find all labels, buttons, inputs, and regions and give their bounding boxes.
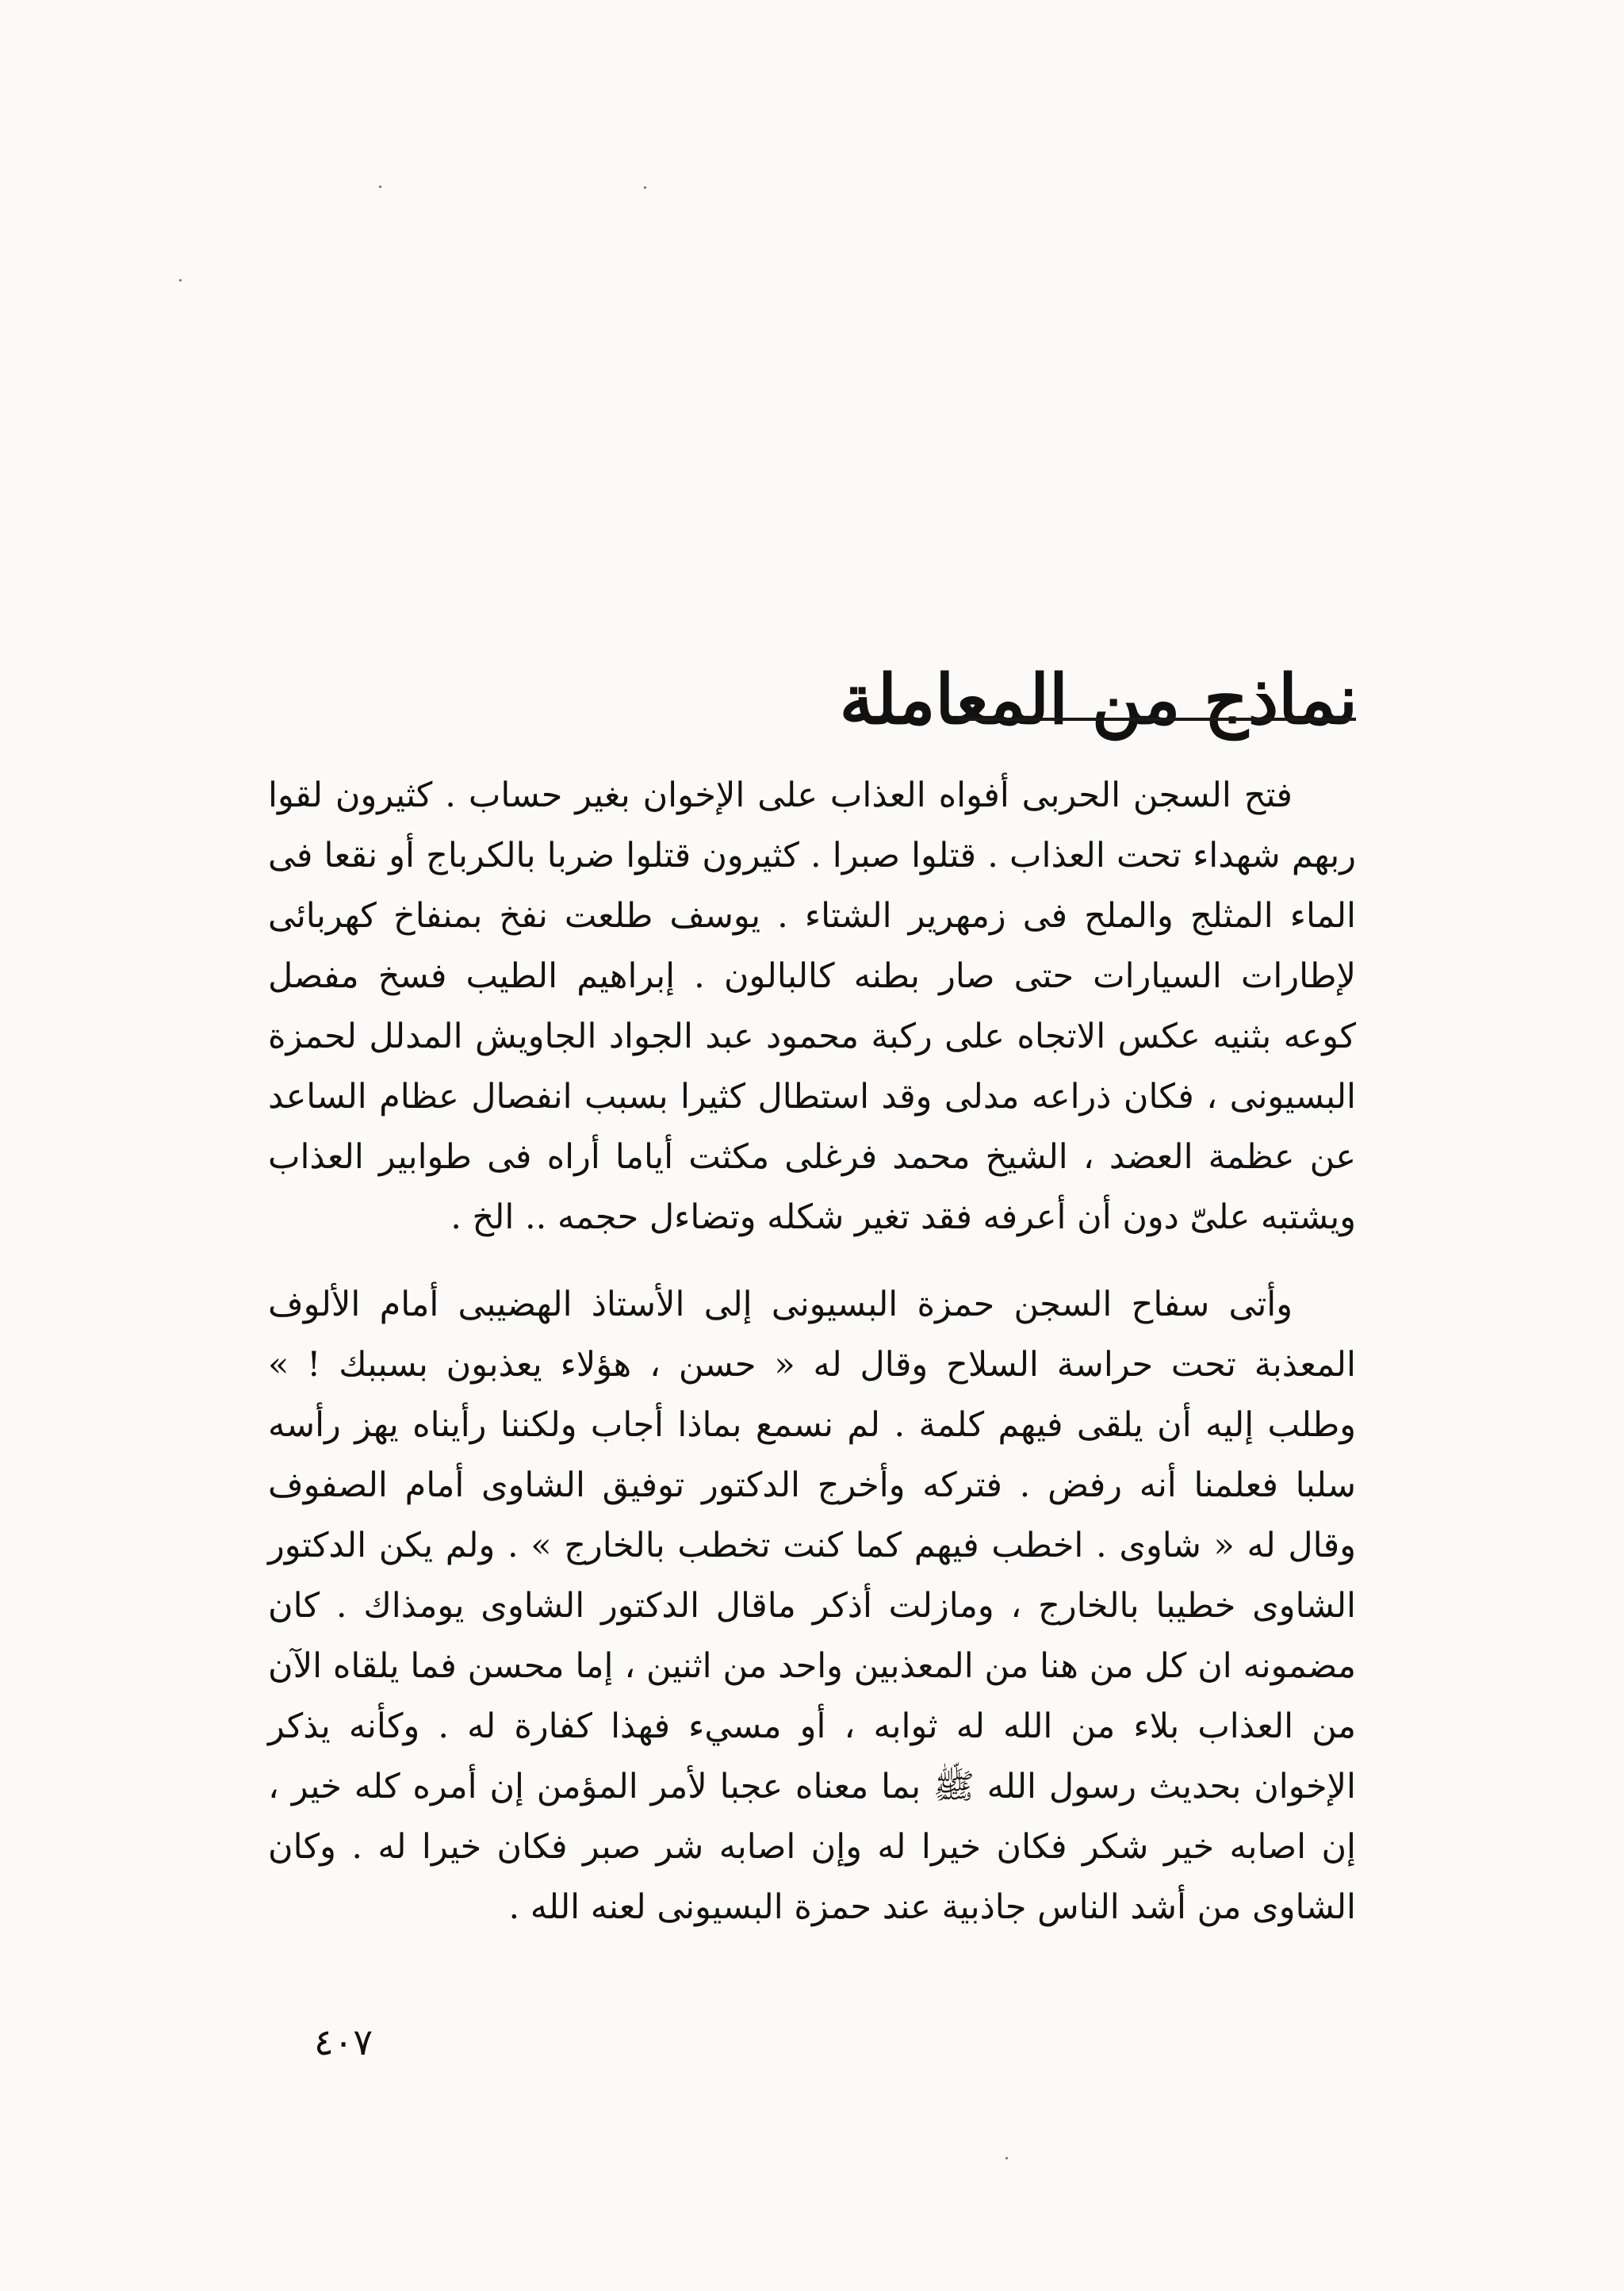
paragraph: فتح السجن الحربى أفواه العذاب على الإخوان بغير حساب . كثيرون لقوا ربهم شهداء تحت العذاب . قتلوا صبرا . كثيرون قتلوا ضربا بالكرباج أو نقعا فى الماء المثلج والملح فى زمهرير الشتاء . يوسف طلعت نفخ بمنفاخ كهربائى لإطارات السيارات حتى صار بطنه كالبالون . إبراهيم الطيب فسخ مفصل كوعه بثنيه عكس الاتجاه على ركبة محمود عبد الجواد الجاويش المدلل لحمزة البسيونى ، فكان ذراعه مدلى وقد استطال كثيرا بسبب انفصال عظام الساعد عن عظمة العضد ، الشيخ محمد فرغلى مكثت أياما أراه فى طوابير العذاب ويشتبه علىّ دون أن أعرفه فقد تغير شكله وتضاءل حجمه .. الخ .	[268, 776, 1357, 1237]
paragraph: وأتى سفاح السجن حمزة البسيونى إلى الأستاذ الهضيبى أمام الألوف المعذبة تحت حراسة السلاح وقال له « حسن ، هؤلاء يعذبون بسببك ! » وطلب إليه أن يلقى فيهم كلمة . لم نسمع بماذا أجاب ولكننا رأيناه يهز رأسه سلبا فعلمنا أنه رفض . فتركه وأخرج الدكتور توفيق الشاوى أمام الصفوف وقال له « شاوى . اخطب فيهم كما كنت تخطب بالخارج » . ولم يكن الدكتور الشاوى خطيبا بالخارج ، ومازلت أذكر ماقال الدكتور الشاوى يومذاك . كان مضمونه ان كل من هنا من المعذبين واحد من اثنين ، إما محسن فما يلقاه الآن من العذاب بلاء من الله له ثوابه ، أو مسيء فهذا كفارة له . وكأنه يذكر الإخوان بحديث رسول الله ﷺ بما معناه عجبا لأمر المؤمن إن أمره كله خير ، إن اصابه خير شكر فكان خيرا له وإن اصابه شر صبر فكان خيرا له . وكان الشاوى من أشد الناس جاذبية عند حمزة البسيونى لعنه الله .	[268, 1285, 1356, 1927]
title-underline	[956, 718, 1356, 721]
scan-speck	[379, 186, 381, 188]
scan-speck	[644, 186, 646, 189]
scan-speck	[179, 279, 182, 282]
page-number: ٤٠٧	[314, 2021, 373, 2063]
scan-speck	[1005, 2157, 1008, 2159]
body-text	[268, 765, 1356, 1937]
chapter-title: نماذج من المعاملة	[839, 659, 1358, 740]
